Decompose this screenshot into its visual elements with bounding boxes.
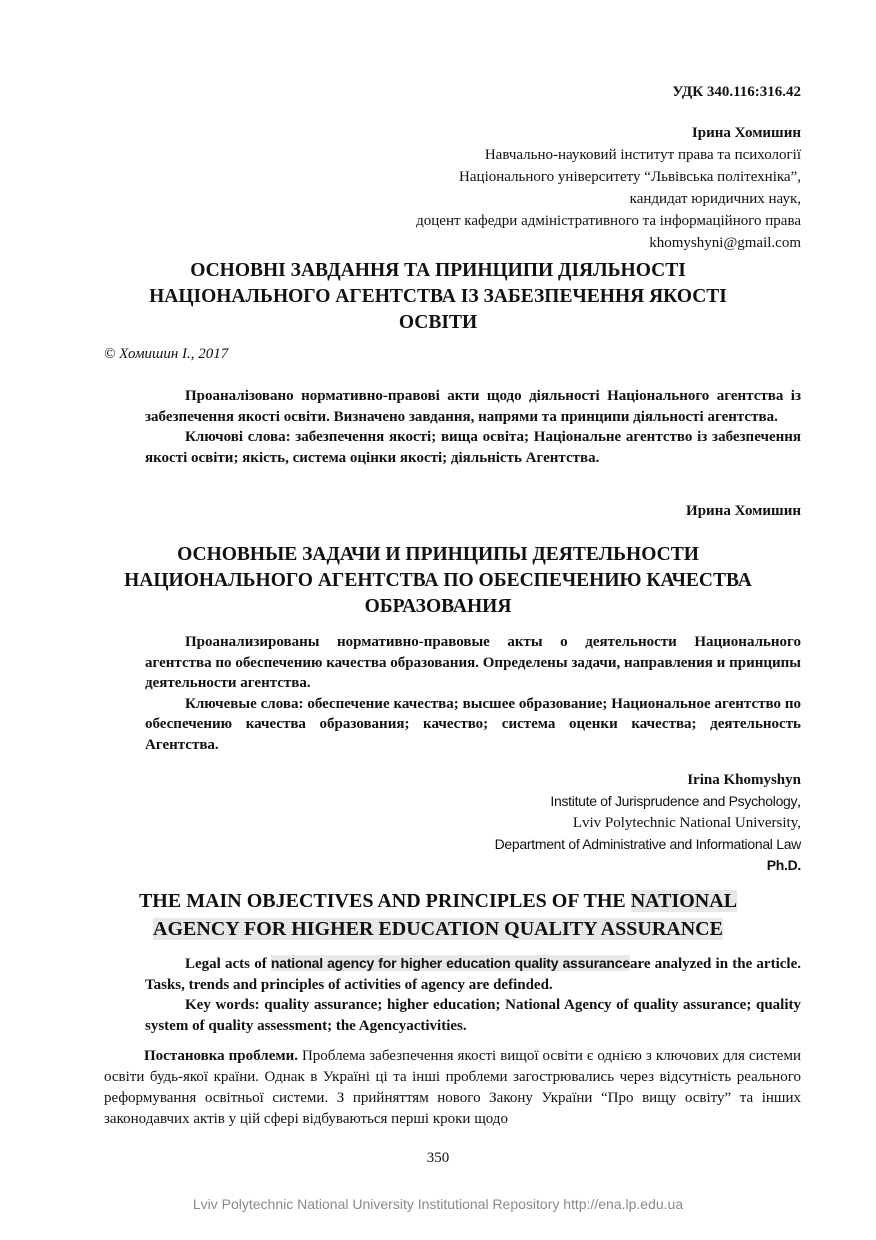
en-department: Department of Administrative and Informational Law — [494, 836, 801, 852]
en-abstract-text: Legal acts of — [185, 956, 271, 972]
ua-abstract: Проаналізовано нормативно-правові акти щодо діяльності Національного агентства із забезпечення якості освіти. Визначено завдання, напрями та принципи діяльності агентства. — [145, 388, 801, 425]
en-author-block — [495, 770, 801, 876]
en-title-part: THE MAIN OBJECTIVES AND PRINCIPLES OF THE — [138, 890, 631, 912]
en-affiliation-line — [495, 791, 801, 813]
repository-footer: Lviv Polytechnic National University Institutional Repository http://ena.lp.edu.ua — [192, 1196, 684, 1212]
section-lead: Постановка проблеми. — [144, 1048, 298, 1064]
body-text: Проблема забезпечення якості вищої освіти є однією з ключових для системи освіти будь-якої країни. Однак в Україні ці та інші проблеми загострювались через відсутність реального реформування освітньої системи. З прийняттям нового Закону України “Про вищу освіту” та інших законодавчих актів у цій сфері відбуваються перші кроки щодо — [104, 1048, 801, 1127]
en-degree: Ph.D. — [766, 857, 801, 873]
ru-keywords: Ключевые слова: обеспечение качества; высшее образование; Национальное агентство по обеспечению качества образования; качество; система оценки качества; деятельность Агентства. — [145, 695, 801, 753]
en-abstract-block — [145, 953, 801, 1036]
en-abstract-text: are analyzed in the article. Tasks, trends and principles of activities of agency are definded. — [145, 956, 801, 993]
en-title-line — [100, 887, 776, 915]
ua-title — [100, 258, 776, 336]
ru-title-line: НАЦИОНАЛЬНОГО АГЕНТСТВА ПО ОБЕСПЕЧЕНИЮ КАЧЕСТВА — [124, 570, 752, 591]
ua-author-name: Ірина Хомишин — [691, 125, 801, 141]
en-title-highlight: NATIONAL — [630, 890, 738, 912]
ua-affiliation-line: кандидат юридичних наук, — [629, 191, 801, 207]
ua-affiliation-line: доцент кафедри адміністративного та інформаційного права — [416, 213, 801, 229]
ru-abstract-block — [145, 632, 801, 755]
en-university: Lviv Polytechnic National University, — [572, 815, 801, 831]
en-abstract-highlight: national agency for higher education quality assurance — [270, 955, 630, 971]
en-author-name: Irina Khomyshyn — [687, 772, 801, 788]
copyright-note: © Хомишин І., 2017 — [104, 346, 229, 362]
ru-title — [100, 542, 776, 620]
ua-title-line: ОСВІТИ — [398, 312, 478, 333]
ru-abstract: Проанализированы нормативно-правовые акты о деятельности Национального агентства по обеспечению качества образования. Определены задачи, направления и принципы деятельности агентства. — [145, 634, 801, 691]
ua-author-block — [416, 122, 801, 254]
ua-title-line: НАЦІОНАЛЬНОГО АГЕНТСТВА ІЗ ЗАБЕЗПЕЧЕННЯ ЯКОСТІ — [149, 286, 727, 307]
ua-affiliation-line: Навчально-науковий інститут права та психології — [484, 147, 801, 163]
page-number: 350 — [426, 1150, 450, 1166]
udk-code: УДК 340.116:316.42 — [672, 84, 801, 100]
ru-author-name: Ирина Хомишин — [686, 503, 801, 519]
ua-keywords: Ключові слова: забезпечення якості; вища освіта; Національне агентство із забезпечення якості освіти; якість, система оцінки якості; діяльність Агентства. — [145, 429, 801, 466]
ua-author-email: khomyshyni@gmail.com — [649, 235, 801, 251]
body-paragraph — [104, 1046, 801, 1130]
ua-abstract-block — [145, 386, 801, 468]
en-keywords: Key words: quality assurance; higher education; National Agency of quality assurance; quality system of quality assessment; the Agencyactivities. — [145, 997, 801, 1034]
ua-affiliation-line: Національного університету “Львівська політехніка”, — [459, 169, 801, 185]
en-title-line — [100, 915, 776, 943]
en-title — [100, 887, 776, 943]
problem-statement — [104, 1046, 801, 1130]
ru-title-line: ОБРАЗОВАНИЯ — [364, 596, 512, 617]
en-institute-comma: , — [797, 794, 801, 810]
en-title-highlight: AGENCY FOR HIGHER EDUCATION QUALITY ASSURANCE — [153, 918, 723, 940]
ru-title-line: ОСНОВНЫЕ ЗАДАЧИ И ПРИНЦИПЫ ДЕЯТЕЛЬНОСТИ — [177, 544, 699, 565]
en-abstract — [145, 953, 801, 995]
en-institute: Institute of Jurisprudence and Psychology — [550, 793, 798, 809]
ua-title-line: ОСНОВНІ ЗАВДАННЯ ТА ПРИНЦИПИ ДІЯЛЬНОСТІ — [190, 260, 686, 281]
